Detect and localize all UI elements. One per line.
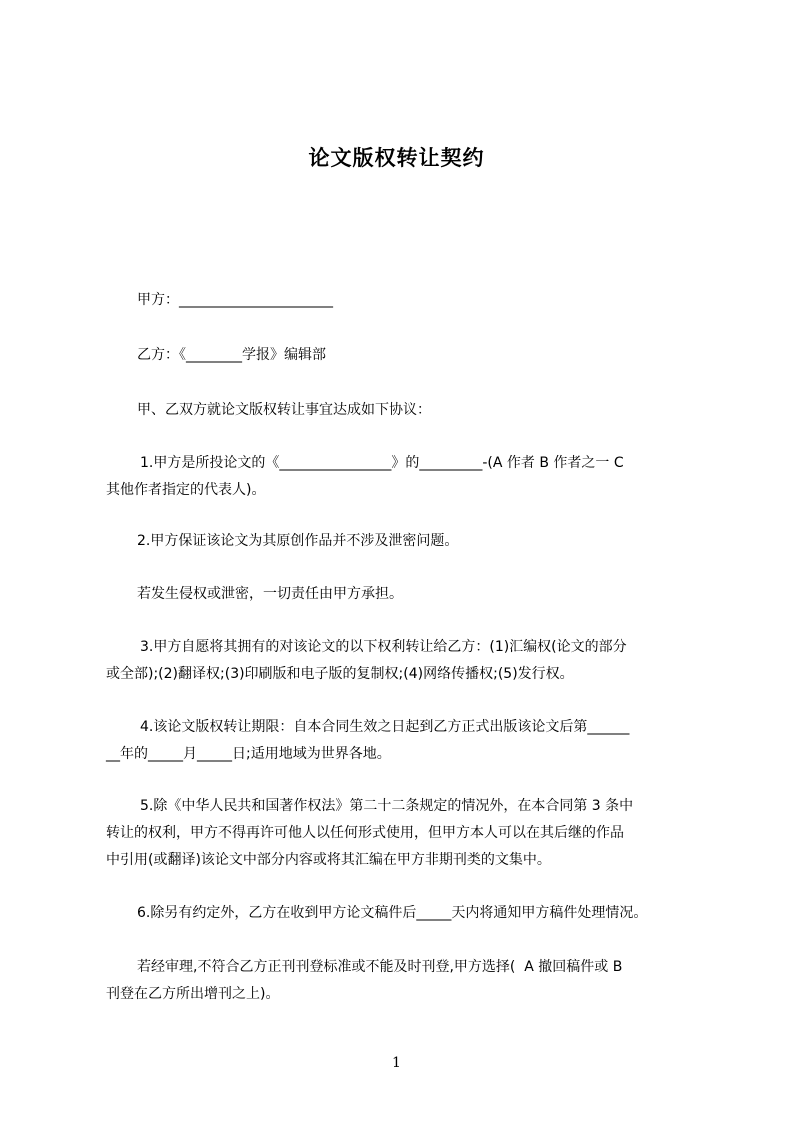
clause-5-line-1: 5.除《中华人民共和国著作权法》第二十二条规定的情况外，在本合同第 3 条中	[140, 798, 634, 814]
page-number: 1	[392, 1055, 401, 1071]
clause-2: 2.甲方保证该论文为其原创作品并不涉及泄密问题。	[137, 533, 459, 549]
review-line-2: 刊登在乙方所出增刊之上)。	[106, 986, 280, 1002]
clause-2-note: 若发生侵权或泄密，一切责任由甲方承担。	[137, 586, 403, 602]
clause-4-line-1: 4.该论文版权转让期限：自本合同生效之日起到乙方正式出版该论文后第______	[140, 719, 630, 735]
clause-3-line-2: 或全部);(2)翻译权;(3)印刷版和电子版的复制权;(4)网络传播权;(5)发行权。	[106, 666, 574, 682]
clause-5-line-3: 中引用(或翻译)该论文中部分内容或将其汇编在甲方非期刊类的文集中。	[106, 852, 551, 868]
party-a-line: 甲方：______________________	[137, 292, 333, 308]
clause-1-line-1: 1.甲方是所投论文的《________________》的_________-(A 作者 B 作者之一 C	[140, 455, 624, 471]
review-line-1: 若经审理,不符合乙方正刊刊登标准或不能及时刊登,甲方选择( A 撤回稿件或 B	[137, 959, 623, 975]
clause-6: 6.除另有约定外，乙方在收到甲方论文稿件后_____天内将通知甲方稿件处理情况。	[137, 905, 648, 921]
party-b-line: 乙方：《________学报》编辑部	[137, 347, 326, 363]
clause-1-line-2: 其他作者指定的代表人)。	[106, 482, 266, 498]
intro-paragraph: 甲、乙双方就论文版权转让事宜达成如下协议：	[137, 402, 431, 418]
clause-3-line-1: 3.甲方自愿将其拥有的对该论文的以下权利转让给乙方：(1)汇编权(论文的部分	[140, 639, 627, 655]
page-title: 论文版权转让契约	[308, 146, 485, 170]
clause-5-line-2: 转让的权利，甲方不得再许可他人以任何形式使用，但甲方本人可以在其后继的作品	[106, 825, 624, 841]
clause-4-line-2: __年的_____月_____日;适用地域为世界各地。	[106, 746, 391, 762]
